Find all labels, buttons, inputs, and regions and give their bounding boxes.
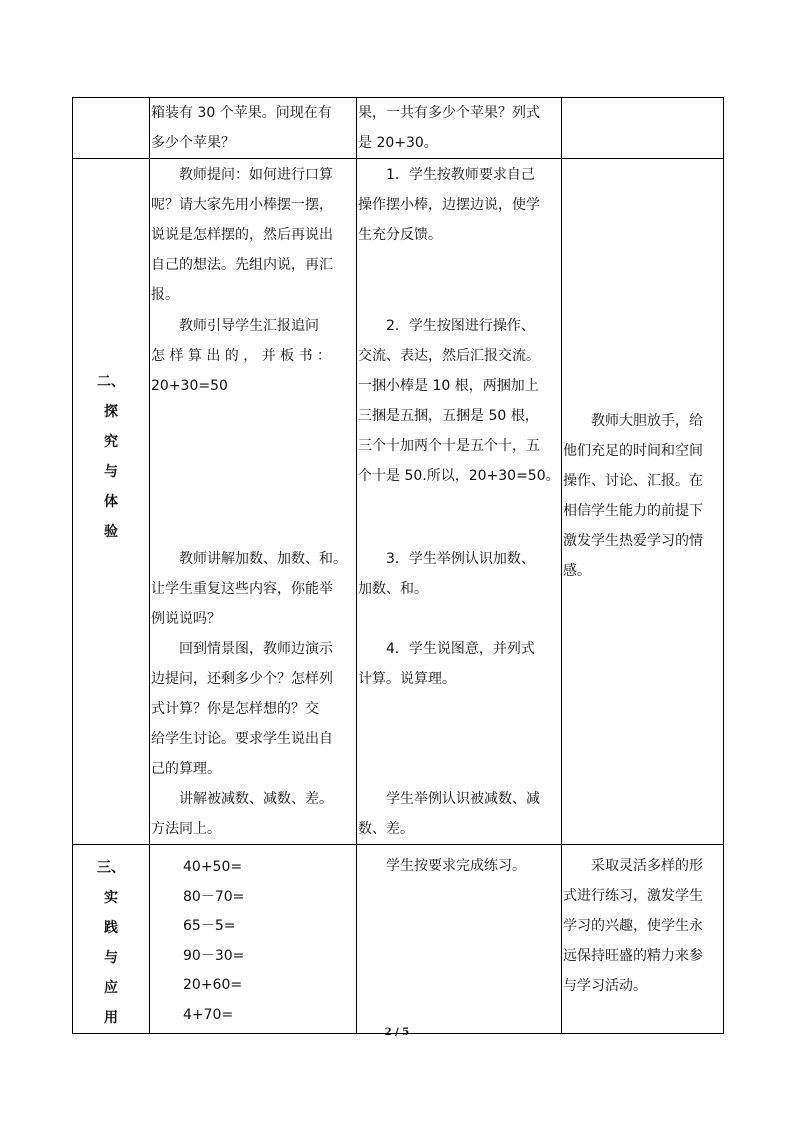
stage-char: 三、: [97, 860, 125, 876]
text-line: 讲解被减数、减数、差。: [179, 791, 333, 807]
text-line: 4．学生说图意，并列式: [386, 641, 535, 657]
text-line: 激发学生热爱学习的情: [563, 533, 703, 549]
text-line: 教师讲解加数、加数、和。: [179, 551, 347, 567]
text-line: 数、差。: [358, 821, 414, 837]
design-intent-cell: [562, 845, 724, 1034]
teacher-activity-cell: [150, 98, 357, 159]
text-line: 与学习活动。: [563, 978, 647, 994]
text-line: 报。: [151, 287, 179, 303]
text-line: 教师引导学生汇报追问: [179, 318, 319, 334]
stage-char: 用: [104, 1010, 118, 1026]
text-line: 说说是怎样摆的，然后再说出: [151, 227, 333, 243]
text-line: 果，一共有多少个苹果？列式: [358, 105, 540, 121]
text-line: 计算。说算理。: [358, 671, 456, 687]
text-line: 采取灵活多样的形: [591, 858, 703, 874]
design-intent-cell: [562, 98, 724, 159]
text-line: 他们充足的时间和空间: [563, 443, 703, 459]
stage-char: 体: [104, 493, 118, 510]
stage-char: 与: [104, 950, 118, 966]
student-activity-cell: [357, 98, 562, 159]
text-line: 己的算理。: [151, 761, 221, 777]
exercise-item: 4+70=: [183, 1006, 234, 1023]
text-line: 一捆小棒是 10 根，两捆加上: [358, 378, 539, 394]
text-line: 教师提问：如何进行口算: [179, 167, 333, 183]
text-line: 生充分反馈。: [358, 227, 442, 243]
text-line: 三个十加两个十是五个十，五: [358, 438, 540, 454]
text-line: 边提问，还剩多少个？怎样列: [151, 671, 333, 687]
table-row: [73, 159, 724, 845]
student-activity-cell: [357, 845, 562, 1034]
stage-label-explore: [73, 159, 150, 845]
text-line: 教师大胆放手，给: [591, 413, 703, 429]
text-line: 相信学生能力的前提下: [563, 503, 703, 519]
text-line: 操作摆小棒，边摆边说，使学: [358, 197, 540, 213]
exercise-item: 65－5=: [183, 918, 236, 934]
design-intent-cell: [562, 159, 724, 845]
text-line: 式计算？你是怎样想的？交: [151, 701, 319, 717]
lesson-plan-table: [72, 97, 724, 1034]
text-line: 2．学生按图进行操作、: [386, 318, 535, 334]
table-row: [73, 845, 724, 1034]
text-line: 远保持旺盛的精力来参: [563, 948, 703, 964]
text-line: 箱装有 30 个苹果。问现在有: [151, 105, 332, 121]
exercise-item: 90－30=: [183, 947, 245, 964]
text-line: 学习的兴趣，使学生永: [563, 918, 703, 934]
stage-char: 验: [104, 523, 118, 540]
text-line: 加数、和。: [358, 581, 428, 597]
stage-cell: [73, 98, 150, 159]
text-line: 多少个苹果？: [151, 135, 235, 151]
exercise-list-cell: [150, 845, 357, 1034]
text-line: 给学生讨论。要求学生说出自: [151, 731, 333, 747]
teacher-activity-cell: [150, 159, 357, 845]
text-line: 是 20+30。: [358, 135, 438, 151]
text-line: 方法同上。: [151, 821, 221, 837]
text-line: 交流、表达，然后汇报交流。: [358, 348, 540, 364]
text-line: 让学生重复这些内容，你能举: [151, 581, 333, 597]
text-line: 学生按要求完成练习。: [386, 858, 526, 874]
text-line: 学生举例认识被减数、减: [386, 791, 540, 807]
page-number: 2 / 5: [384, 1027, 410, 1038]
stage-char: 实: [104, 890, 118, 906]
text-line: 感。: [563, 563, 591, 579]
stage-char: 探: [104, 403, 118, 420]
text-line: 个十是 50.所以，20+30=50。: [358, 468, 560, 484]
text-line: 3．学生举例认识加数、: [386, 551, 535, 567]
stage-char: 践: [104, 920, 118, 936]
stage-char: 二、: [97, 373, 125, 390]
stage-label-practice: [73, 845, 150, 1034]
exercise-item: 80－70=: [183, 888, 245, 905]
stage-char: 与: [104, 463, 118, 480]
text-line: 呢？请大家先用小棒摆一摆，: [151, 197, 333, 213]
student-activity-cell: [357, 159, 562, 845]
text-line: 怎 样 算 出 的 ， 并 板 书 ：: [151, 348, 332, 364]
stage-char: 应: [104, 980, 118, 996]
stage-char: 究: [104, 433, 118, 450]
text-line: 1．学生按教师要求自己: [386, 167, 535, 183]
text-line: 20+30=50: [151, 378, 228, 394]
text-line: 式进行练习，激发学生: [563, 888, 703, 904]
text-line: 操作、讨论、汇报。在: [563, 473, 703, 489]
exercise-item: 40+50=: [183, 859, 243, 875]
text-line: 例说说吗？: [151, 611, 221, 627]
text-line: 三捆是五捆，五捆是 50 根，: [358, 408, 539, 424]
text-line: 回到情景图，教师边演示: [179, 641, 333, 657]
exercise-item: 20+60=: [183, 977, 243, 993]
table-row: [73, 98, 724, 159]
text-line: 自己的想法。先组内说，再汇: [151, 257, 333, 273]
